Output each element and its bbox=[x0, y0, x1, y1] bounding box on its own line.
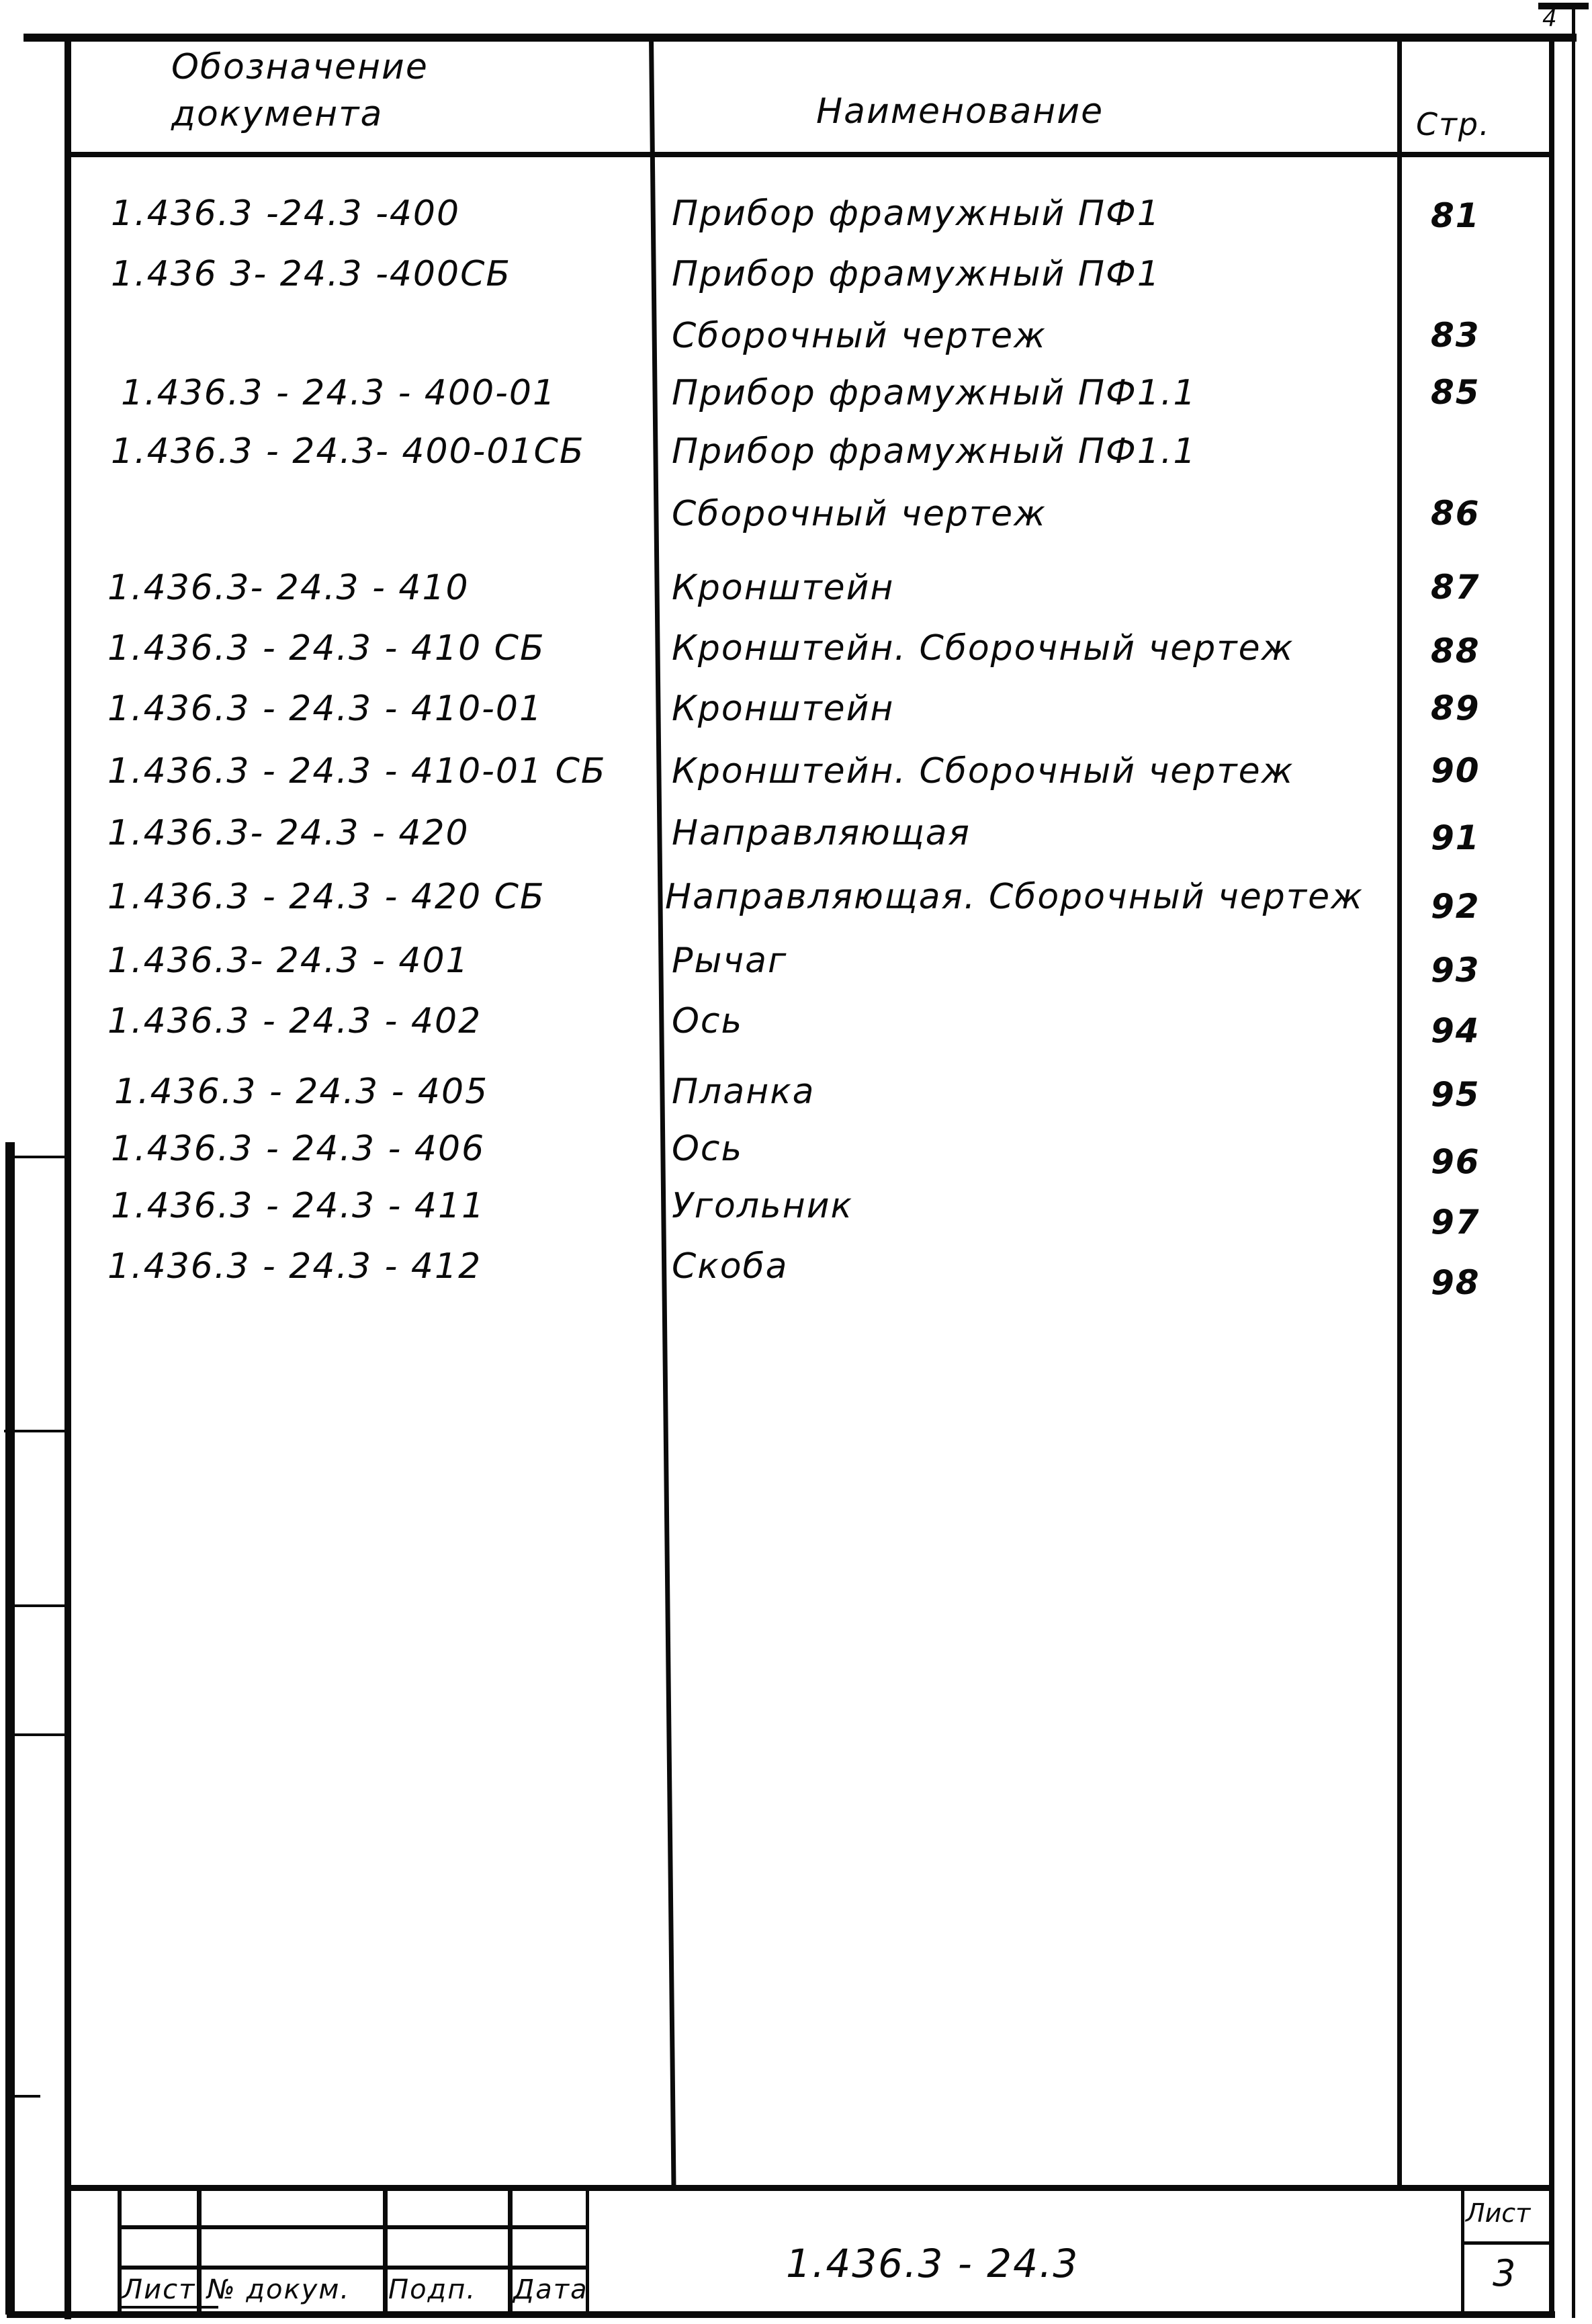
row-document-code: 1.436.3 - 24.3- 400-01СБ bbox=[111, 431, 585, 472]
corner-mark: 4 bbox=[1542, 5, 1558, 32]
tb-hline-bottom bbox=[118, 2306, 218, 2309]
row-document-code: 1.436.3 - 24.3 - 410-01 bbox=[107, 689, 543, 729]
row-page: 97 bbox=[1431, 1203, 1480, 1242]
row-name: Ось bbox=[672, 1001, 744, 1041]
margin-tick bbox=[13, 1156, 67, 1158]
row-page: 86 bbox=[1431, 494, 1480, 533]
tb-col-date: Дата bbox=[513, 2274, 588, 2305]
row-document-code: 1.436.3 - 24.3 - 405 bbox=[114, 1072, 489, 1112]
row-name: Кронштейн. Сборочный чертеж bbox=[672, 628, 1294, 669]
row-name: Скоба bbox=[672, 1246, 789, 1287]
header-designation-line1: Обозначение bbox=[171, 47, 429, 87]
row-document-code: 1.436.3 - 24.3 - 400-01 bbox=[121, 373, 557, 413]
row-name: Планка bbox=[672, 1072, 815, 1112]
tb-sheet-number: 3 bbox=[1493, 2252, 1517, 2294]
row-document-code: 1.436.3 - 24.3 - 410 СБ bbox=[107, 628, 545, 669]
row-page: 89 bbox=[1431, 689, 1480, 728]
title-block-top-line bbox=[67, 2185, 1553, 2191]
tb-sheet-box-divider bbox=[1463, 2241, 1550, 2245]
row-page: 91 bbox=[1431, 818, 1480, 857]
row-document-code: 1.436.3 - 24.3 - 406 bbox=[111, 1129, 486, 1169]
margin-tick bbox=[13, 2095, 40, 2098]
tb-col-doc-no: № докум. bbox=[207, 2274, 351, 2305]
row-page: 92 bbox=[1431, 887, 1480, 926]
row-page: 94 bbox=[1431, 1011, 1480, 1050]
row-name: Прибор фрамужный ПФ1 bbox=[672, 193, 1161, 234]
row-page: 96 bbox=[1431, 1142, 1480, 1181]
row-name: Сборочный чертеж bbox=[672, 494, 1047, 534]
frame-top-line bbox=[24, 34, 1577, 42]
tb-sheet-box-left bbox=[1461, 2189, 1464, 2313]
header-name: Наименование bbox=[816, 91, 1104, 132]
row-document-code: 1.436.3 - 24.3 - 412 bbox=[107, 1246, 482, 1287]
margin-outer-line bbox=[5, 1142, 15, 2315]
row-document-code: 1.436.3 -24.3 -400 bbox=[111, 193, 461, 234]
tb-document-code: 1.436.3 - 24.3 bbox=[786, 2241, 1079, 2286]
row-page: 95 bbox=[1431, 1075, 1480, 1114]
header-designation-line2: документа bbox=[171, 94, 384, 134]
row-page: 98 bbox=[1431, 1263, 1480, 1302]
row-document-code: 1.436.3 - 24.3 - 411 bbox=[111, 1186, 486, 1226]
frame-left-line bbox=[64, 42, 71, 2319]
row-name: Сборочный чертеж bbox=[672, 316, 1047, 356]
tb-col-sheet: Лист bbox=[122, 2274, 196, 2305]
row-document-code: 1.436.3 - 24.3 - 402 bbox=[107, 1001, 482, 1041]
row-name: Направляющая. Сборочный чертеж bbox=[665, 877, 1364, 917]
row-document-code: 1.436 3- 24.3 -400СБ bbox=[111, 254, 512, 294]
row-name: Кронштейн bbox=[672, 568, 895, 608]
row-name: Прибор фрамужный ПФ1.1 bbox=[672, 431, 1197, 472]
row-name: Кронштейн bbox=[672, 689, 895, 729]
row-document-code: 1.436.3 - 24.3 - 410-01 СБ bbox=[107, 751, 607, 791]
row-name: Направляющая bbox=[672, 813, 971, 853]
row-page: 81 bbox=[1431, 196, 1480, 235]
row-name: Угольник bbox=[672, 1186, 853, 1226]
row-page: 85 bbox=[1431, 373, 1480, 412]
row-page: 87 bbox=[1431, 568, 1480, 607]
tb-sheet-label: Лист bbox=[1466, 2198, 1531, 2228]
tb-vline bbox=[508, 2187, 513, 2315]
margin-tick bbox=[4, 1430, 67, 1432]
column-divider-1 bbox=[649, 37, 676, 2190]
row-page: 90 bbox=[1431, 751, 1480, 790]
row-document-code: 1.436.3- 24.3 - 420 bbox=[107, 813, 470, 853]
tb-hline bbox=[118, 2225, 588, 2229]
row-document-code: 1.436.3- 24.3 - 410 bbox=[107, 568, 470, 608]
frame-right-line bbox=[1549, 39, 1554, 2317]
row-page: 83 bbox=[1431, 316, 1480, 355]
row-name: Ось bbox=[672, 1129, 744, 1169]
tb-vline bbox=[383, 2187, 388, 2315]
row-name: Кронштейн. Сборочный чертеж bbox=[672, 751, 1294, 791]
page-edge-right-line bbox=[1572, 7, 1575, 2318]
row-name: Рычаг bbox=[672, 941, 788, 981]
tb-vline bbox=[118, 2187, 122, 2315]
tb-hline bbox=[118, 2266, 588, 2270]
margin-tick bbox=[13, 1733, 67, 1736]
row-page: 88 bbox=[1431, 632, 1480, 671]
row-name: Прибор фрамужный ПФ1 bbox=[672, 254, 1161, 294]
row-document-code: 1.436.3- 24.3 - 401 bbox=[107, 941, 470, 981]
column-divider-2 bbox=[1397, 39, 1402, 2189]
tb-col-signature: Подп. bbox=[388, 2274, 477, 2305]
frame-bottom-line bbox=[7, 2311, 1555, 2318]
row-page: 93 bbox=[1431, 951, 1480, 990]
row-name: Прибор фрамужный ПФ1.1 bbox=[672, 373, 1197, 413]
margin-tick bbox=[13, 1604, 67, 1607]
header-bottom-line bbox=[67, 152, 1553, 157]
header-page: Стр. bbox=[1416, 106, 1491, 142]
tb-vline bbox=[197, 2187, 202, 2315]
row-document-code: 1.436.3 - 24.3 - 420 СБ bbox=[107, 877, 545, 917]
